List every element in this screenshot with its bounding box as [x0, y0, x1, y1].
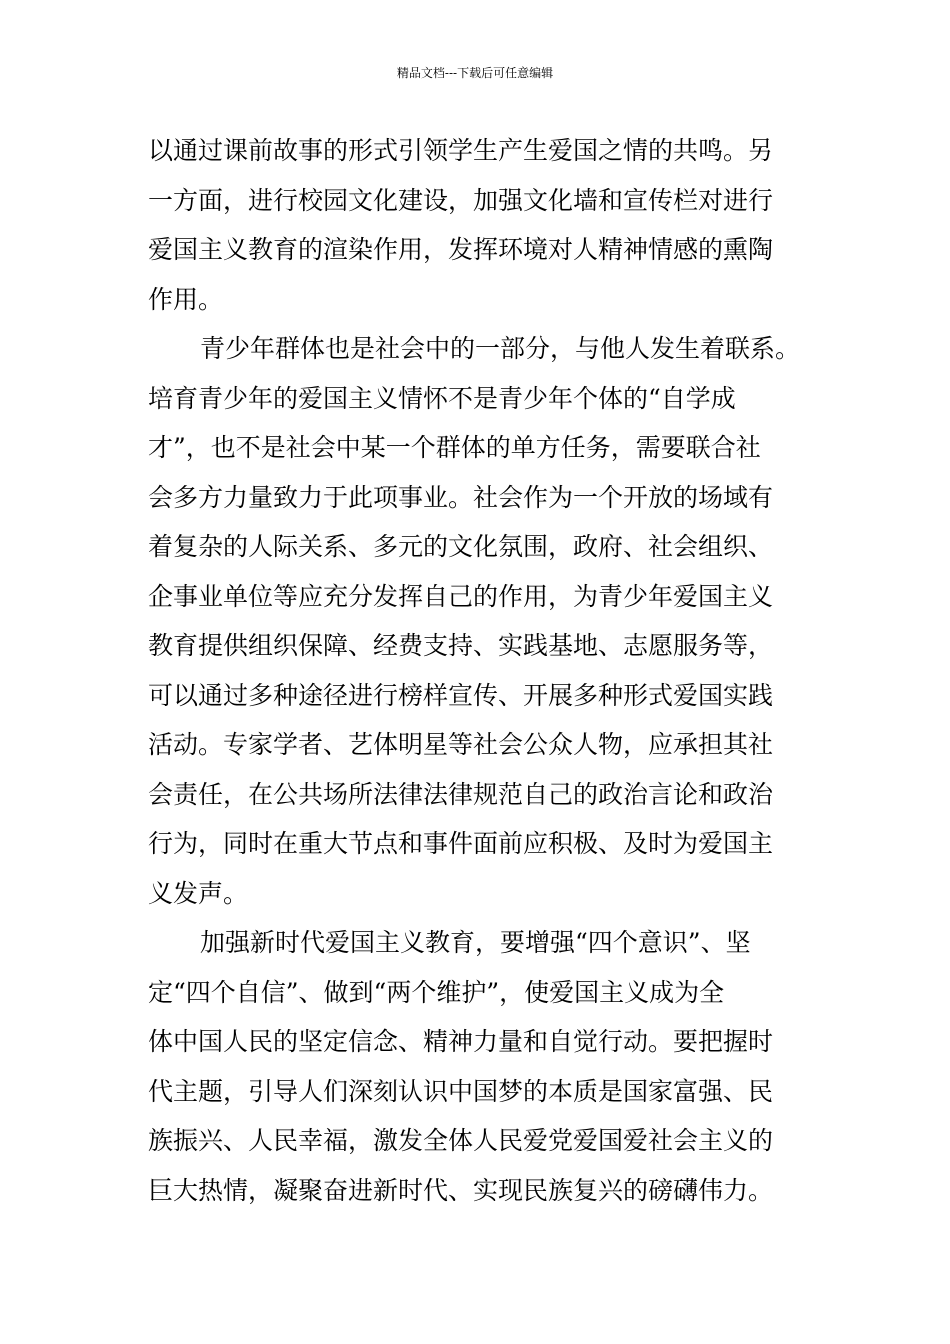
text-line: 活动。专家学者、艺体明星等社会公众人物，应承担其社: [148, 730, 774, 759]
text-line: 才”，也不是社会中某一个群体的单方任务，需要联合社: [148, 433, 761, 462]
text-line: 族振兴、人民幸福，激发全体人民爱党爱国爱社会主义的: [148, 1126, 774, 1155]
document-body: [148, 126, 828, 1215]
text-line: 巨大热情，凝聚奋进新时代、实现民族复兴的磅礴伟力。: [148, 1175, 774, 1205]
text-line: 会责任，在公共场所法律法律规范自己的政治言论和政治: [148, 779, 774, 809]
text-line: 作用。: [148, 284, 224, 314]
text-line: 爱国主义教育的渲染作用，发挥环境对人精神情感的熏陶: [148, 235, 774, 264]
page-header: 精品文档---下载后可任意编辑: [396, 66, 554, 80]
text-line: 一方面，进行校园文化建设，加强文化墙和宣传栏对进行: [148, 185, 774, 215]
text-line: 定“四个自信”、做到“两个维护”，使爱国主义成为全: [148, 977, 725, 1007]
paragraph-first-line: 青少年群体也是社会中的一部分，与他人发生着联系。: [200, 334, 801, 363]
text-line: 以通过课前故事的形式引领学生产生爱国之情的共鸣。另: [148, 136, 774, 165]
text-line: 体中国人民的坚定信念、精神力量和自觉行动。要把握时: [148, 1027, 774, 1056]
paragraph-first-line: 加强新时代爱国主义教育，要增强“四个意识”、坚: [200, 928, 751, 957]
text-line: 着复杂的人际关系、多元的文化氛围，政府、社会组织、: [148, 532, 774, 561]
text-line: 企事业单位等应充分发挥自己的作用，为青少年爱国主义: [148, 581, 774, 611]
text-line: 行为，同时在重大节点和事件面前应积极、及时为爱国主: [148, 829, 774, 858]
text-line: 会多方力量致力于此项事业。社会作为一个开放的场域有: [148, 482, 774, 512]
text-line: 义发声。: [148, 878, 249, 908]
text-line: 培育青少年的爱国主义情怀不是青少年个体的“自学成: [148, 383, 736, 413]
text-line: 可以通过多种途径进行榜样宣传、开展多种形式爱国实践: [148, 680, 774, 710]
text-line: 教育提供组织保障、经费支持、实践基地、志愿服务等，: [148, 631, 774, 660]
text-line: 代主题，引导人们深刻认识中国梦的本质是国家富强、民: [148, 1076, 774, 1106]
